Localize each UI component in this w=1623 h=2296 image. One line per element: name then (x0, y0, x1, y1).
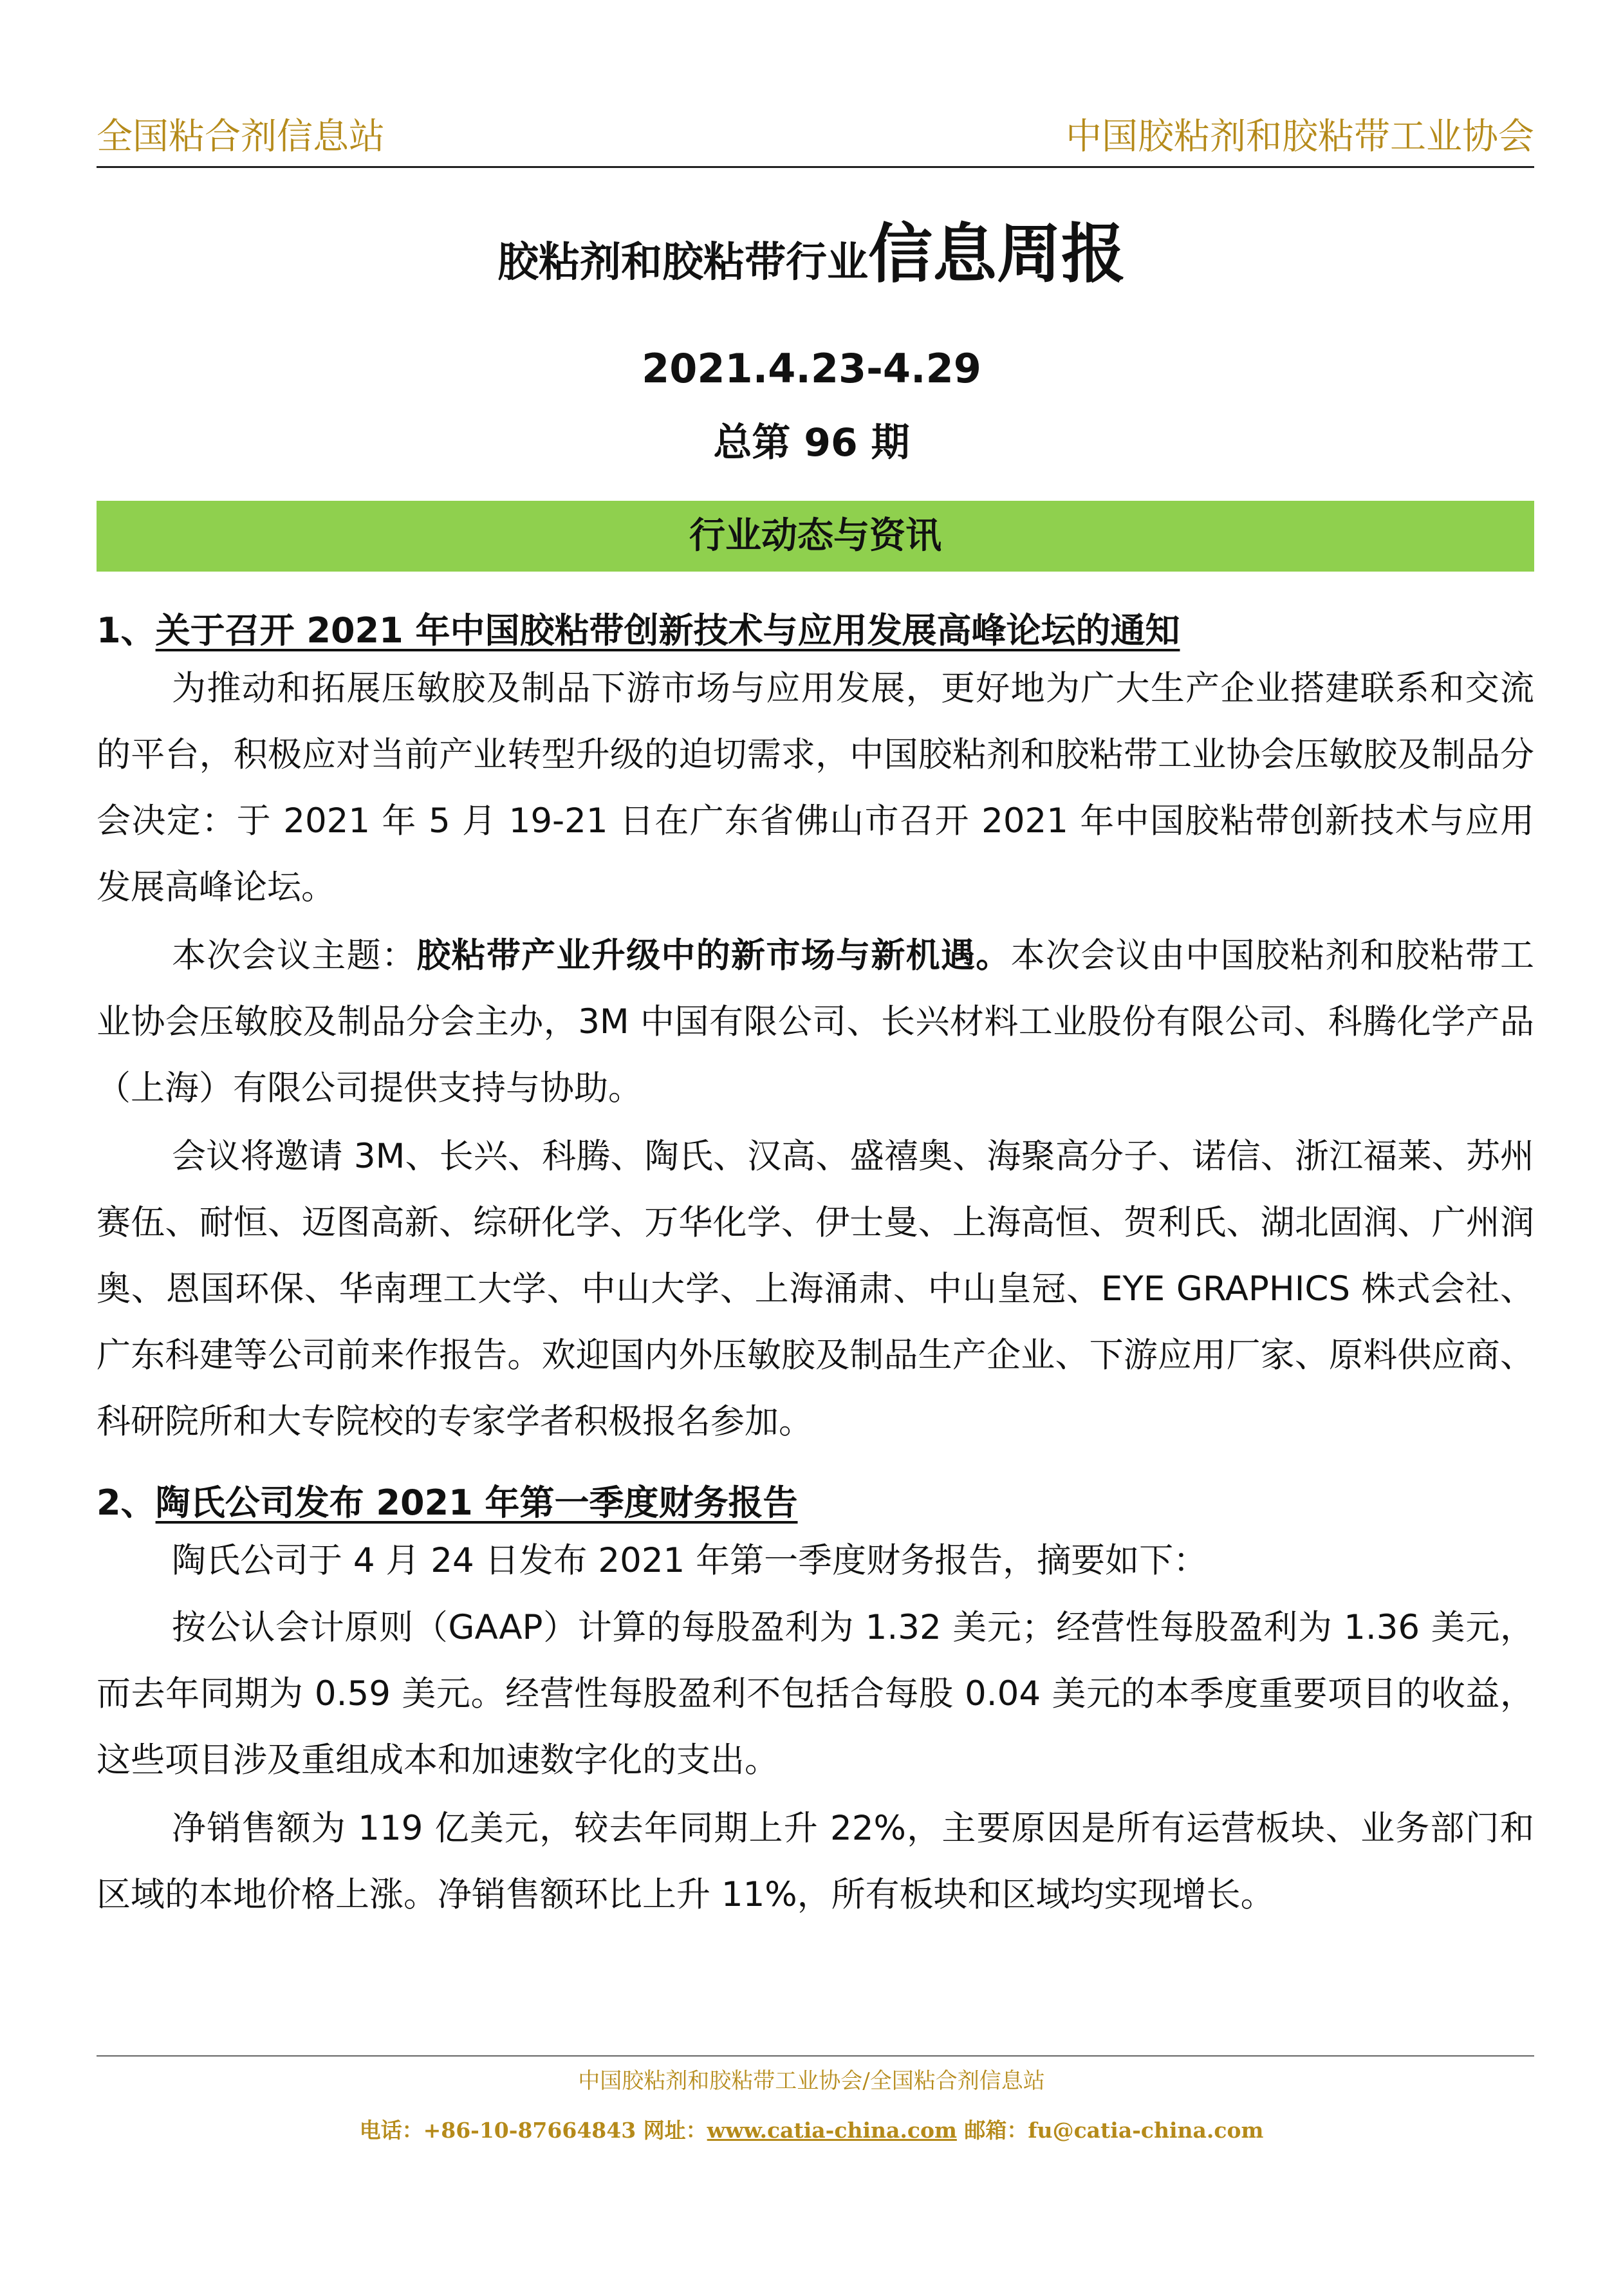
footer-divider (97, 2055, 1534, 2057)
footer-phone: 电话：+86-10-87664843 网址： (359, 2118, 707, 2143)
issue-number: 总第 96 期 (713, 420, 910, 465)
section-banner: 行业动态与资讯 (97, 501, 1534, 572)
article-2-paragraph-2: 按公认会计原则（GAAP）计算的每股盈利为 1.32 美元；经营性每股盈利为 1.36 美元，而去年同期为 0.59 美元。经营性每股盈利不包括合每股 0.04 美元的本季度重要项目的收益，这些项目涉及重组成本和加速数字化的支出。 (97, 1608, 1534, 1780)
page-title (0, 212, 1623, 304)
date-range: 2021.4.23-4.29 (642, 345, 981, 392)
article-1-paragraph-2 (97, 922, 1534, 1121)
article-1-paragraph-3: 会议将邀请 3M、长兴、科腾、陶氏、汉高、盛禧奥、海聚高分子、诺信、浙江福莱、苏州赛伍、耐恒、迈图高新、综研化学、万华化学、伊士曼、上海高恒、贺利氏、湖北固润、广州润奥、恩国环保、华南理工大学、中山大学、上海涌肃、中山皇冠、EYE GRAPHICS 株式会社、广东科建等公司前来作报告。欢迎国内外压敏胶及制品生产企业、下游应用厂家、原料供应商、科研院所和大专院校的专家学者积极报名参加。 (97, 1137, 1534, 1441)
header-right-org: 中国胶粘剂和胶粘带工业协会 (1066, 116, 1534, 158)
footer-website-link[interactable]: www.catia-china.com (707, 2118, 957, 2143)
footer-email: 邮箱：fu@catia-china.com (956, 2118, 1264, 2143)
article-1-number: 1、 (97, 610, 156, 651)
article-2-title: 陶氏公司发布 2021 年第一季度财务报告 (155, 1482, 798, 1523)
page-title-big: 信息周报 (868, 216, 1126, 292)
footer-org-line: 中国胶粘剂和胶粘带工业协会/全国粘合剂信息站 (578, 2068, 1045, 2094)
article-2-heading (97, 1477, 797, 1529)
article-1-theme-lead: 本次会议主题： (172, 936, 417, 975)
header-divider (97, 166, 1534, 168)
article-2-paragraph-1: 陶氏公司于 4 月 24 日发布 2021 年第一季度财务报告，摘要如下： (172, 1541, 1208, 1580)
article-1-theme-rest: 本次会议由中国胶粘剂和胶粘带工业协会压敏胶及制品分会主办，3M 中国有限公司、长兴材料工业股份有限公司、科腾化学产品（上海）有限公司提供支持与协助。 (97, 936, 1535, 1108)
article-1-title: 关于召开 2021 年中国胶粘带创新技术与应用发展高峰论坛的通知 (155, 610, 1180, 651)
footer-contact-line (0, 2113, 1623, 2149)
page-title-small: 胶粘剂和胶粘带行业 (497, 239, 868, 286)
article-1-theme: 胶粘带产业升级中的新市场与新机遇。 (416, 936, 1011, 975)
article-2-number: 2、 (97, 1482, 156, 1523)
article-1-paragraph-1: 为推动和拓展压敏胶及制品下游市场与应用发展，更好地为广大生产企业搭建联系和交流的平台，积极应对当前产业转型升级的迫切需求，中国胶粘剂和胶粘带工业协会压敏胶及制品分会决定：于 2021 年 5 月 19-21 日在广东省佛山市召开 2021 年中国胶粘带创新技术与应用发展高峰论坛。 (97, 669, 1534, 907)
header-left-org: 全国粘合剂信息站 (97, 116, 385, 158)
article-2-paragraph-3: 净销售额为 119 亿美元，较去年同期上升 22%，主要原因是所有运营板块、业务部门和区域的本地价格上涨。净销售额环比上升 11%，所有板块和区域均实现增长。 (97, 1809, 1534, 1914)
article-1-heading (97, 605, 1180, 657)
